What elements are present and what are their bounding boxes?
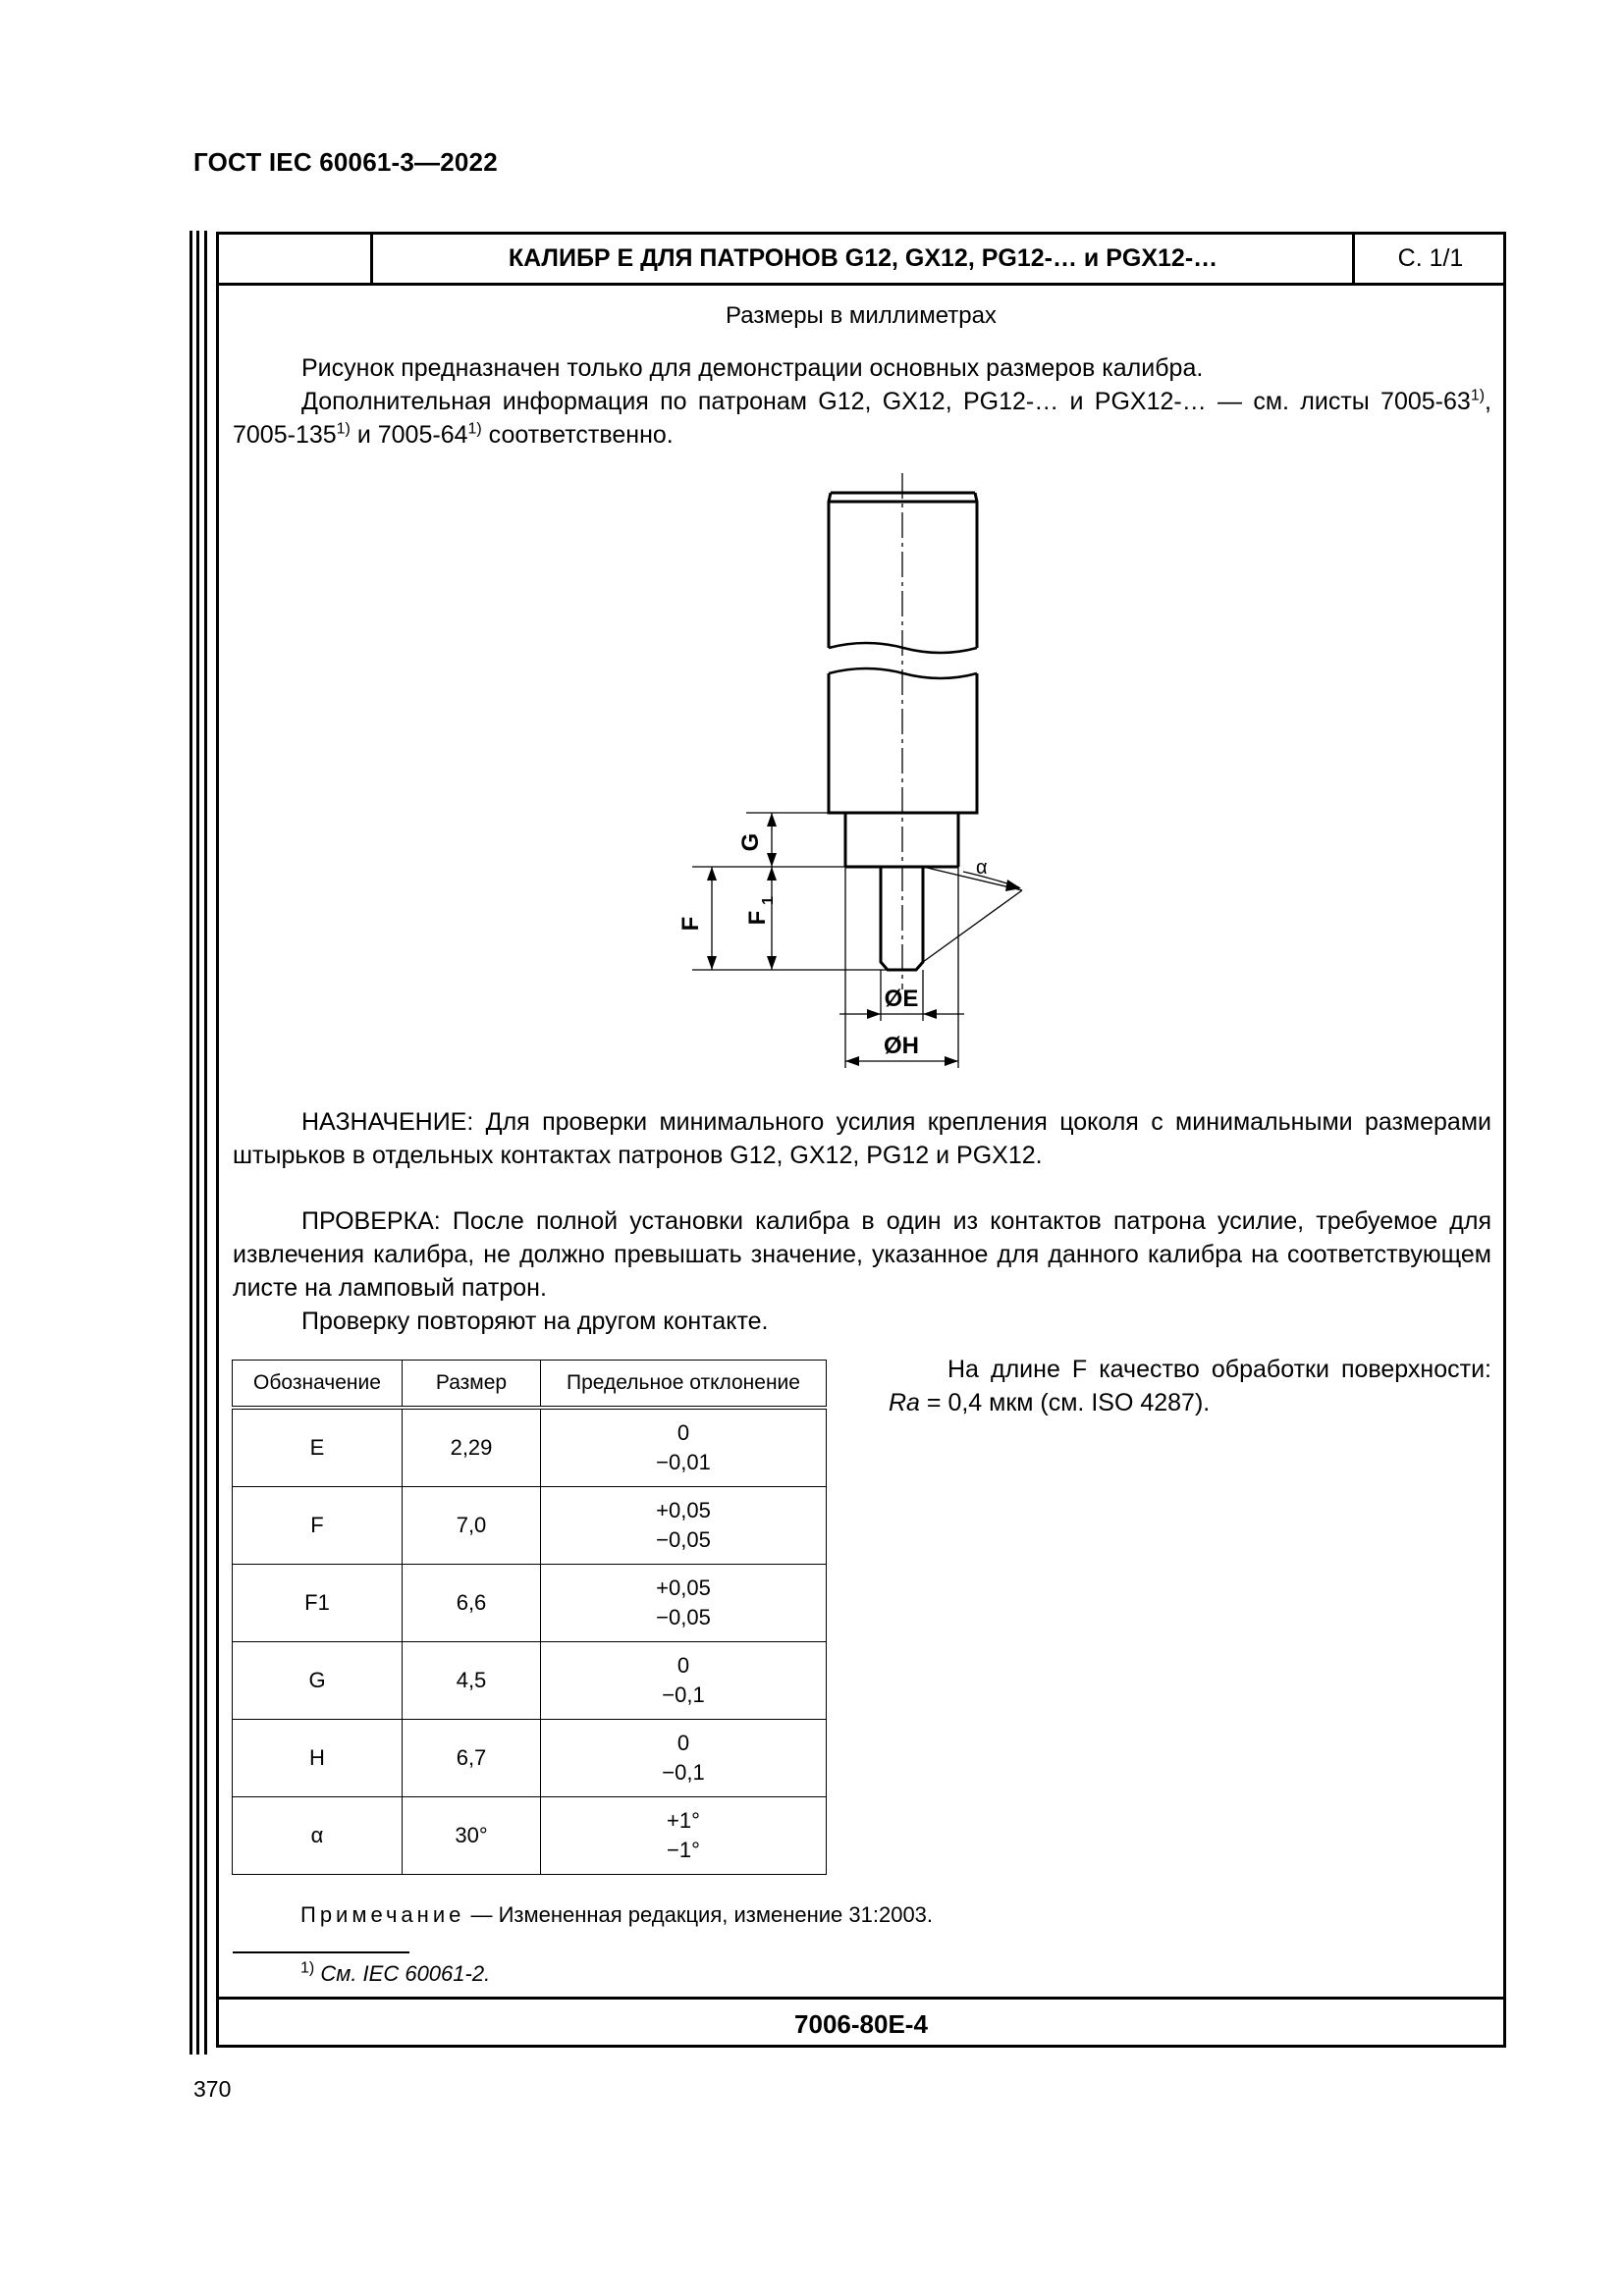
angle-chamfer-ray	[923, 890, 1022, 962]
table-row	[233, 1797, 827, 1875]
cell-designation: G	[233, 1642, 403, 1720]
table-row	[233, 1642, 827, 1720]
footnote-rule	[233, 1951, 409, 1953]
header-tolerance: Предельное отклонение	[541, 1361, 827, 1409]
binding-line	[196, 231, 199, 2055]
cell-designation: H	[233, 1720, 403, 1797]
label-f1: F	[744, 910, 771, 926]
cell-size: 2,29	[403, 1408, 541, 1487]
dimensions-table	[232, 1360, 827, 1875]
label-alpha: α	[976, 857, 988, 879]
cell-size: 7,0	[403, 1487, 541, 1565]
document-header: ГОСТ IEC 60061-3—2022	[193, 147, 498, 177]
purpose-text: НАЗНАЧЕНИЕ: Для проверки минимального усилия крепления цоколя с минимальными размерами штырьков в отдельных контактах патронов G12, GX12, PG12 и PGX12.	[233, 1108, 1491, 1169]
label-g: G	[737, 832, 764, 852]
page-number: 370	[193, 2076, 232, 2102]
table-row	[233, 1720, 827, 1797]
table-row	[233, 1565, 827, 1642]
cell-tolerance: +0,05 −0,05	[541, 1565, 827, 1642]
cell-size: 6,6	[403, 1565, 541, 1642]
gauge-drawing	[648, 471, 1070, 1080]
cell-designation: α	[233, 1797, 403, 1875]
table-row	[233, 1487, 827, 1565]
cell-tolerance: +1° −1°	[541, 1797, 827, 1875]
amendment-note	[300, 1902, 933, 1928]
footnote-mark: 1)	[300, 1959, 315, 1977]
cell-size: 4,5	[403, 1642, 541, 1720]
intro-line-1: Рисунок предназначен только для демонстрации основных размеров калибра.	[301, 354, 1204, 382]
footnote-text: См. IEC 60061-2.	[314, 1961, 491, 1986]
cell-tolerance: 0 −0,1	[541, 1720, 827, 1797]
header-designation: Обозначение	[233, 1361, 403, 1409]
sheet-code: 7006-80E-4	[794, 2008, 928, 2039]
sheet-page: С. 1/1	[1397, 243, 1464, 272]
cell-designation: F1	[233, 1565, 403, 1642]
check-paragraph: ПРОВЕРКА: После полной установки калибра в один из контактов патрона усилие, требуемое для извлечения калибра, не должно превышать значение, указанное для данного калибра на соответствующем листе на ламповый патрон.	[233, 1207, 1491, 1302]
label-dia-h: ØH	[884, 1033, 919, 1059]
table-row	[233, 1408, 827, 1487]
note-text: — Измененная редакция, изменение 31:2003.	[464, 1902, 934, 1927]
units-note: Размеры в миллиметрах	[726, 302, 997, 329]
binding-line	[204, 231, 207, 2055]
cell-tolerance: 0 −0,01	[541, 1408, 827, 1487]
label-dia-e: ØE	[884, 986, 919, 1012]
label-f: F	[677, 916, 704, 932]
cell-tolerance: 0 −0,1	[541, 1642, 827, 1720]
footnote	[300, 1961, 490, 1987]
intro-text	[233, 351, 1491, 452]
label-f1-subscript: 1	[760, 896, 777, 905]
surface-finish-note: На длине F качество обработки поверхности: Ra = 0,4 мкм (см. ISO 4287).	[889, 1356, 1491, 1416]
binding-line	[189, 231, 192, 2055]
check-text	[233, 1204, 1491, 1338]
cell-size: 6,7	[403, 1720, 541, 1797]
sheet-title: КАЛИБР Е ДЛЯ ПАТРОНОВ G12, GX12, PG12-… и PGX12-…	[508, 243, 1218, 272]
intro-line-2: Дополнительная информация по патронам G12, GX12, PG12-… и PGX12-… — см. листы 7005-63$^{1)}$, 7005-135$^{1)}$ и 7005-64$^{1)}$ соответственно.	[233, 387, 1491, 449]
cell-designation: F	[233, 1487, 403, 1565]
check-repeat: Проверку повторяют на другом контакте.	[301, 1308, 769, 1335]
table-header-row	[233, 1361, 827, 1409]
cell-designation: E	[233, 1408, 403, 1487]
note-label: Примечание	[300, 1902, 465, 1927]
header-size: Размер	[403, 1361, 541, 1409]
cell-size: 30°	[403, 1797, 541, 1875]
cell-tolerance: +0,05 −0,05	[541, 1487, 827, 1565]
